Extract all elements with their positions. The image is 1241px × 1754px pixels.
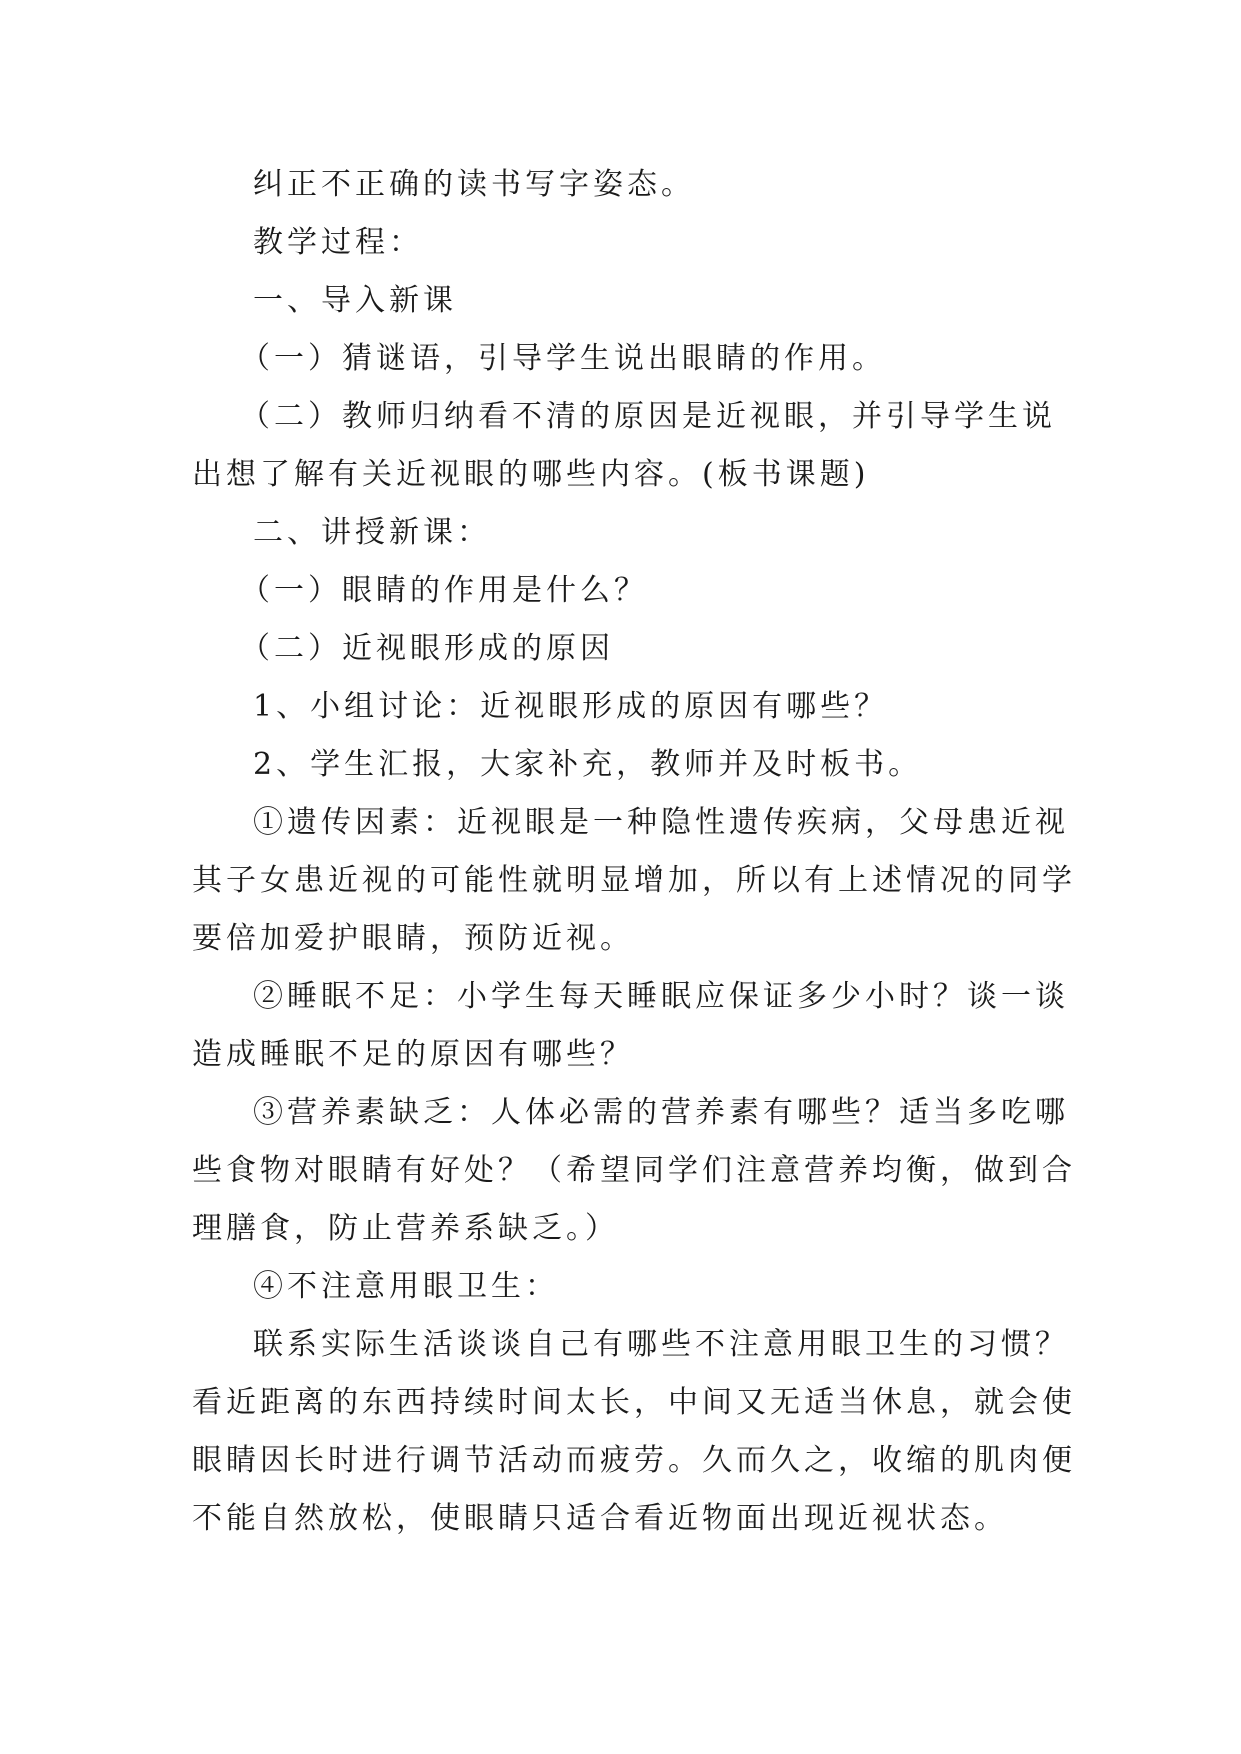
text-line: （二）近视眼形成的原因 [240, 631, 614, 666]
text-line: 出想了解有关近视眼的哪些内容。(板书课题) [192, 457, 870, 492]
text-line: （二）教师归纳看不清的原因是近视眼，并引导学生说 [240, 399, 1056, 434]
text-line: 联系实际生活谈谈自己有哪些不注意用眼卫生的习惯？ [253, 1327, 1069, 1362]
section-heading: 一、导入新课 [253, 283, 457, 318]
section-heading: 二、讲授新课： [253, 515, 491, 550]
text-line: 教学过程： [253, 225, 423, 260]
text-line: ③营养素缺乏：人体必需的营养素有哪些？适当多吃哪 [253, 1095, 1069, 1130]
text-line: 理膳食，防止营养系缺乏。） [192, 1211, 619, 1246]
text-line: ②睡眠不足：小学生每天睡眠应保证多少小时？谈一谈 [253, 979, 1069, 1014]
text-line: ④不注意用眼卫生： [253, 1269, 559, 1304]
text-line: 眼睛因长时进行调节活动而疲劳。久而久之，收缩的肌肉便 [192, 1443, 1076, 1478]
text-line: 其子女患近视的可能性就明显增加，所以有上述情况的同学 [192, 863, 1076, 898]
text-line: 1、小组讨论：近视眼形成的原因有哪些？ [253, 689, 889, 724]
text-line: 看近距离的东西持续时间太长，中间又无适当休息，就会使 [192, 1385, 1076, 1420]
text-line: 造成睡眠不足的原因有哪些？ [192, 1037, 634, 1072]
text-line: ①遗传因素：近视眼是一种隐性遗传疾病，父母患近视 [253, 805, 1069, 840]
text-line: 些食物对眼睛有好处？（希望同学们注意营养均衡，做到合 [192, 1153, 1076, 1188]
document-body [192, 156, 1076, 1548]
text-line: （一）眼睛的作用是什么？ [240, 573, 648, 608]
text-line: 2、学生汇报，大家补充，教师并及时板书。 [253, 747, 923, 782]
text-line: 不能自然放松，使眼睛只适合看近物面出现近视状态。 [192, 1501, 1008, 1536]
text-line: 纠正不正确的读书写字姿态。 [253, 167, 695, 202]
text-line: 要倍加爱护眼睛，预防近视。 [192, 921, 634, 956]
text-line: （一）猜谜语，引导学生说出眼睛的作用。 [240, 341, 886, 376]
